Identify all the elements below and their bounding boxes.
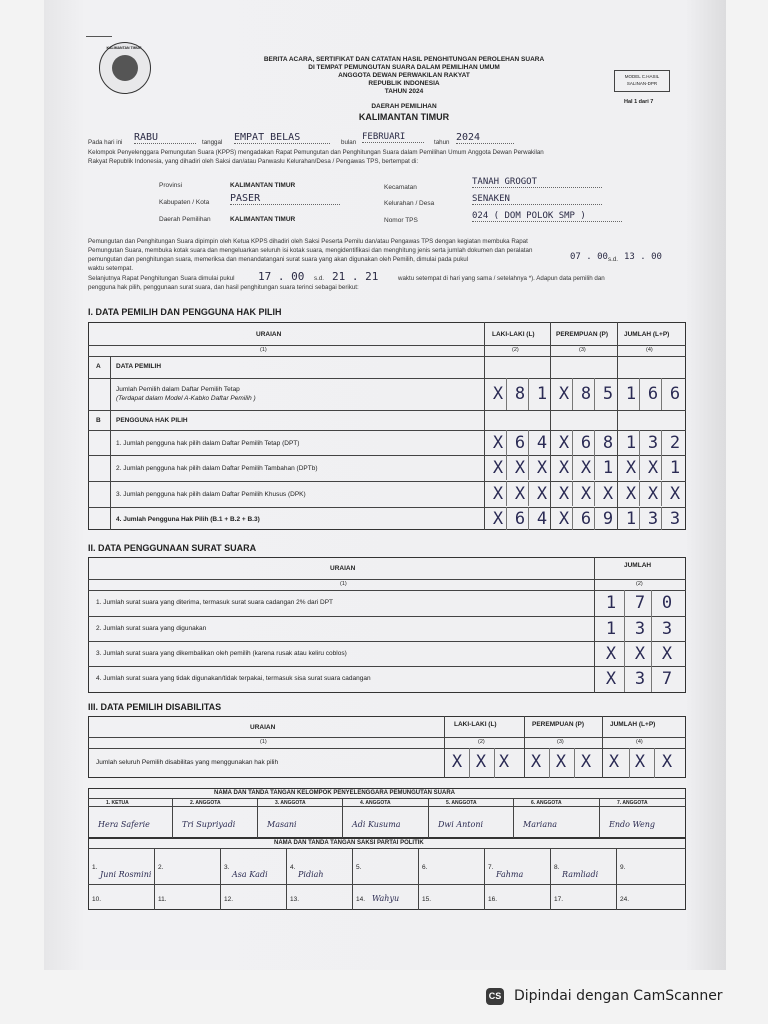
digit-divider (651, 616, 652, 642)
saksi-number-9: 9. (620, 864, 626, 871)
s2-row-1-text: 1. Jumlah surat suara yang diterima, termasuk surat suara cadangan 2% dari DPT (96, 599, 334, 606)
saksi-number-1: 1. (92, 864, 98, 871)
model-box: MODEL C.HASIL SALINAN-DPR (614, 70, 670, 92)
tanggal-value: EMPAT BELAS (234, 132, 330, 144)
s1-num-3: (3) (579, 347, 586, 353)
tahun-label: tahun (434, 139, 450, 146)
kpps-signature-3: Masani (267, 820, 297, 829)
kpps-signature-6: Mariana (523, 820, 558, 829)
s1-row-b3-text: 3. Jumlah pengguna hak pilih dalam Daftar Pemilih Khusus (DPK) (116, 491, 306, 498)
body-paragraph-1: Pemungutan dan Penghitungan Suara dipimpin oleh Ketua KPPS dihadiri oleh Saksi Peserta Pemilu dan/atau Pengawas TPS dengan kegiatan membuka Rapat (88, 238, 528, 245)
s1-b4-digit-6: 9 (602, 509, 614, 529)
s1-a-digit-4: X (558, 384, 570, 404)
s1-b2-digit-5: X (580, 458, 592, 478)
s1-b3-digit-6: X (602, 484, 614, 504)
daerah-pemilihan-value: KALIMANTAN TIMUR (230, 216, 296, 223)
time-start-1: 07 . 00 (570, 252, 608, 262)
s1-b1-digit-6: 8 (602, 433, 614, 453)
s1-b3-digit-4: X (558, 484, 570, 504)
header-line-2: DI TEMPAT PEMUNGUTAN SUARA DALAM PEMILIHAN UMUM (308, 64, 500, 71)
saksi-number-2: 2. (158, 864, 164, 871)
saksi-signature-4: Pidiah (298, 870, 324, 879)
kpps-signature-5: Dwi Antoni (438, 820, 484, 829)
kpps-role-5: 5. ANGGOTA (446, 800, 477, 806)
saksi-number-11: 11. (158, 896, 167, 903)
s2-row1-digit-3: 0 (661, 593, 673, 613)
saksi-number-6: 6. (422, 864, 428, 871)
kpps-cell-divider (599, 798, 600, 838)
body-paragraph-3: pemungutan dan penghitungan suara, memeriksa dan menandatangani surat suara yang akan digunakan oleh Pemilih, dimulai pada pukul (88, 256, 469, 263)
kpps-signature-1: Hera Saferie (98, 820, 150, 829)
saksi-number-4: 4. (290, 864, 296, 871)
s1-b1-digit-9: 2 (669, 433, 681, 453)
saksi-number-3: 3. (224, 864, 230, 871)
kabupaten-label: Kabupaten / Kota (159, 199, 210, 206)
section-1-title: I. DATA PEMILIH DAN PENGGUNA HAK PILIH (88, 307, 282, 317)
saksi-number-13: 13. (290, 896, 300, 903)
header-line-5: TAHUN 2024 (384, 88, 424, 95)
s1-b2-digit-6: 1 (602, 458, 614, 478)
s2-row4-digit-1: X (605, 669, 617, 689)
saksi-cell-divider (220, 848, 221, 910)
s1-row-b2-text: 2. Jumlah pengguna hak pilih dalam Daftar Pemilih Tambahan (DPTb) (116, 465, 318, 472)
s1-row-b-title: PENGGUNA HAK PILIH (116, 417, 188, 424)
intro-paragraph-1: Kelompok Penyelenggara Pemungutan Suara (KPPS) mengadakan Rapat Pemungutan dan Penghitungan Suara dalam Pemilihan Umum Anggota Dewan Perwakilan (88, 149, 544, 156)
s3-digit-3: X (498, 752, 510, 772)
s1-b4-digit-5: 6 (580, 509, 592, 529)
corner-mark (86, 36, 112, 37)
s2-row4-digit-3: 7 (661, 669, 673, 689)
s3-digit-9: X (661, 752, 673, 772)
digit-divider (629, 748, 630, 778)
s1-b3-digit-9: X (669, 484, 681, 504)
s1-b4-digit-7: 1 (625, 509, 637, 529)
kpps-role-2: 2. ANGGOTA (190, 800, 221, 806)
s1-b4-digit-8: 3 (647, 509, 659, 529)
s1-row-a-letter: A (96, 363, 101, 370)
header-line-4: REPUBLIK INDONESIA (368, 80, 440, 87)
s2-num-2: (2) (636, 581, 643, 587)
kpps-role-1: 1. KETUA (106, 800, 129, 806)
s1-b1-digit-7: 1 (625, 433, 637, 453)
s3-digit-4: X (530, 752, 542, 772)
saksi-signature-1: Juni Rosmini (100, 870, 152, 879)
kpu-logo-emblem (112, 55, 138, 81)
saksi-signature-7: Fahma (496, 870, 524, 879)
section-3-table (88, 716, 686, 778)
s2-row3-digit-3: X (661, 644, 673, 664)
kabupaten-value: PASER (230, 193, 340, 205)
saksi-cell-divider (484, 848, 485, 910)
s1-b3-digit-5: X (580, 484, 592, 504)
s1-a-digit-2: 8 (514, 384, 526, 404)
saksi-signature-3: Asa Kadi (232, 870, 268, 879)
s1-num-4: (4) (646, 347, 653, 353)
header-line-3: ANGGOTA DEWAN PERWAKILAN RAKYAT (338, 72, 470, 79)
saksi-number-8: 8. (554, 864, 560, 871)
saksi-signature-14: Wahyu (372, 894, 400, 903)
kpps-role-3: 3. ANGGOTA (275, 800, 306, 806)
s1-b1-digit-5: 6 (580, 433, 592, 453)
sd-1: s.d. (608, 256, 618, 263)
provinsi-label: Provinsi (159, 182, 183, 189)
digit-divider (624, 590, 625, 616)
daerah-label: DAERAH PEMILIHAN (371, 103, 437, 110)
s1-b4-digit-3: 4 (536, 509, 548, 529)
kecamatan-value: TANAH GROGOT (472, 177, 602, 188)
s3-col-uraian: URAIAN (250, 724, 276, 731)
s1-b4-digit-1: X (492, 509, 504, 529)
s1-col-laki: LAKI-LAKI (L) (492, 331, 535, 338)
time-end-2: 21 . 21 (332, 270, 379, 283)
s3-num-4: (4) (636, 739, 643, 745)
body-paragraph-7: pengguna hak pilih, penggunaan surat suara, dan hasil penghitungan suara terinci sebagai berikut: (88, 284, 359, 291)
digit-divider (624, 666, 625, 692)
s2-row2-digit-1: 1 (605, 619, 617, 639)
saksi-number-10: 10. (92, 896, 102, 903)
s3-num-2: (2) (478, 739, 485, 745)
s1-row-a-title: DATA PEMILIH (116, 363, 162, 370)
s3-col-perempuan: PEREMPUAN (P) (532, 721, 585, 728)
s1-a-digit-5: 8 (580, 384, 592, 404)
s1-a-digit-7: 1 (625, 384, 637, 404)
s1-num-2: (2) (512, 347, 519, 353)
s2-num-1: (1) (340, 581, 347, 587)
s1-col-perempuan: PEREMPUAN (P) (556, 331, 609, 338)
saksi-number-7: 7. (488, 864, 494, 871)
s1-a-digit-8: 6 (647, 384, 659, 404)
s1-b4-digit-9: 3 (669, 509, 681, 529)
body-paragraph-6: waktu setempat di hari yang sama / setelahnya *). Adapun data pemilih dan (398, 275, 605, 282)
s1-b3-digit-7: X (625, 484, 637, 504)
time-start-2: 17 . 00 (258, 270, 305, 283)
intro-paragraph-2: Rakyat Republik Indonesia, yang dihadiri oleh Saksi dan/atau Panwaslu Kelurahan/Desa / Pengawas TPS, bertempat di: (88, 158, 419, 165)
saksi-cell-divider (616, 848, 617, 910)
s2-row3-digit-1: X (605, 644, 617, 664)
s1-col-jumlah: JUMLAH (L+P) (624, 331, 670, 338)
saksi-number-17: 17. (554, 896, 564, 903)
kelurahan-label: Kelurahan / Desa (384, 200, 435, 207)
s2-row4-digit-2: 3 (634, 669, 646, 689)
saksi-title: NAMA DAN TANDA TANGAN SAKSI PARTAI POLITIK (274, 840, 424, 846)
s3-num-3: (3) (557, 739, 564, 745)
saksi-cell-divider (550, 848, 551, 910)
s1-b1-digit-1: X (492, 433, 504, 453)
s2-col-jumlah: JUMLAH (624, 562, 652, 569)
saksi-number-18: 24. (620, 896, 630, 903)
s2-row3-digit-2: X (634, 644, 646, 664)
camscanner-text: Dipindai dengan CamScanner (514, 988, 723, 1004)
time-end-1: 13 . 00 (624, 252, 662, 262)
s1-b1-digit-4: X (558, 433, 570, 453)
kpps-cell-divider (342, 798, 343, 838)
saksi-number-12: 12. (224, 896, 234, 903)
s1-b2-digit-2: X (514, 458, 526, 478)
hari-label: Pada hari ini (88, 139, 123, 146)
digit-divider (654, 748, 655, 778)
s2-col-uraian: URAIAN (330, 565, 356, 572)
s1-row-b-letter: B (96, 417, 101, 424)
kpps-role-6: 6. ANGGOTA (531, 800, 562, 806)
s1-b3-digit-3: X (536, 484, 548, 504)
saksi-cell-divider (418, 848, 419, 910)
digit-divider (549, 748, 550, 778)
saksi-number-16: 16. (488, 896, 498, 903)
s1-row-a-note: (Terdapat dalam Model A-Kabko Daftar Pemilih ) (116, 395, 256, 402)
kpps-signature-4: Adi Kusuma (352, 820, 401, 829)
saksi-number-5: 5. (356, 864, 362, 871)
kpps-signature-7: Endo Weng (609, 820, 656, 829)
bulan-value: FEBRUARI (362, 132, 424, 143)
tahun-value: 2024 (456, 132, 514, 144)
s1-b1-digit-8: 3 (647, 433, 659, 453)
body-paragraph-4: waktu setempat. (88, 265, 134, 272)
daerah-value: KALIMANTAN TIMUR (358, 112, 450, 122)
s1-b1-digit-2: 6 (514, 433, 526, 453)
s1-b4-digit-4: X (558, 509, 570, 529)
s1-a-digit-1: X (492, 384, 504, 404)
s2-row1-digit-2: 7 (634, 593, 646, 613)
s1-b2-digit-1: X (492, 458, 504, 478)
s1-b2-digit-9: 1 (669, 458, 681, 478)
s1-b3-digit-2: X (514, 484, 526, 504)
s3-digit-1: X (451, 752, 463, 772)
s1-b2-digit-4: X (558, 458, 570, 478)
s3-row-text: Jumlah seluruh Pemilih disabilitas yang menggunakan hak pilih (96, 759, 279, 766)
s3-col-jumlah: JUMLAH (L+P) (610, 721, 656, 728)
section-2-title: II. DATA PENGGUNAAN SURAT SUARA (88, 543, 257, 553)
kpps-role-4: 4. ANGGOTA (360, 800, 391, 806)
header-line-1: BERITA ACARA, SERTIFIKAT DAN CATATAN HASIL PENGHITUNGAN PEROLEHAN SUARA (263, 56, 545, 63)
s1-row-b1-text: 1. Jumlah pengguna hak pilih dalam Daftar Pemilih Tetap (DPT) (116, 440, 300, 447)
sd-2: s.d. (314, 275, 324, 282)
s2-row1-digit-1: 1 (605, 593, 617, 613)
camscanner-logo: CS (486, 988, 504, 1005)
kpps-title: NAMA DAN TANDA TANGAN KELOMPOK PENYELENGGARA PEMUNGUTAN SUARA (214, 790, 455, 796)
s1-row-a-text: Jumlah Pemilih dalam Daftar Pemilih Tetap (116, 386, 240, 393)
saksi-cell-divider (154, 848, 155, 910)
s1-b3-digit-8: X (647, 484, 659, 504)
tps-label: Nomor TPS (384, 217, 418, 224)
camscanner-watermark (478, 982, 748, 1010)
digit-divider (469, 748, 470, 778)
s1-a-digit-9: 6 (669, 384, 681, 404)
s1-a-digit-3: 1 (536, 384, 548, 404)
s2-row2-digit-2: 3 (634, 619, 646, 639)
saksi-cell-divider (352, 848, 353, 910)
s2-row2-digit-3: 3 (661, 619, 673, 639)
kpps-cell-divider (172, 798, 173, 838)
s1-b2-digit-3: X (536, 458, 548, 478)
saksi-cell-divider (286, 848, 287, 910)
digit-divider (574, 748, 575, 778)
s3-digit-2: X (475, 752, 487, 772)
s1-b4-digit-2: 6 (514, 509, 526, 529)
saksi-number-15: 15. (422, 896, 432, 903)
s3-col-laki: LAKI-LAKI (L) (454, 721, 497, 728)
kelurahan-value: SENAKEN (472, 194, 602, 205)
saksi-signature-8: Ramliadi (562, 870, 599, 879)
body-paragraph-2: Pemungutan Suara, membuka kotak suara dan mengeluarkan seluruh isi kotak suara, mengidentifikasi dan menghitung jenis serta jumlah dokumen dan peralatan (88, 247, 533, 254)
kpps-role-7: 7. ANGGOTA (617, 800, 648, 806)
daerah-pemilihan-label: Daerah Pemilihan (159, 216, 211, 223)
body-paragraph-5: Selanjutnya Rapat Penghitungan Suara dimulai pukul (88, 275, 235, 282)
kpps-signature-2: Tri Supriyadi (182, 820, 236, 829)
provinsi-value: KALIMANTAN TIMUR (230, 182, 296, 189)
digit-divider (624, 641, 625, 667)
s3-digit-6: X (580, 752, 592, 772)
s3-digit-8: X (634, 752, 646, 772)
s1-a-digit-6: 5 (602, 384, 614, 404)
s1-col-uraian: URAIAN (256, 331, 282, 338)
s3-digit-7: X (608, 752, 620, 772)
s3-digit-5: X (555, 752, 567, 772)
s2-row-4-text: 4. Jumlah surat suara yang tidak digunakan/tidak terpakai, termasuk sisa surat suara cadangan (96, 675, 371, 682)
s2-row-2-text: 2. Jumlah surat suara yang digunakan (96, 625, 207, 632)
s1-num-1: (1) (260, 347, 267, 353)
s1-b2-digit-8: X (647, 458, 659, 478)
page-info: Hal 1 dari 7 (624, 99, 654, 105)
document-page (44, 0, 726, 970)
section-1-table (88, 322, 686, 530)
kpps-cell-divider (257, 798, 258, 838)
s1-b1-digit-3: 4 (536, 433, 548, 453)
saksi-number-14: 14. (356, 896, 366, 903)
bulan-label: bulan (341, 139, 357, 146)
hari-value: RABU (134, 132, 196, 144)
digit-divider (624, 616, 625, 642)
digit-divider (651, 641, 652, 667)
kpps-cell-divider (428, 798, 429, 838)
tanggal-label: tanggal (202, 139, 223, 146)
s1-row-b4-text: 4. Jumlah Pengguna Hak Pilih (B.1 + B.2 + B.3) (116, 516, 260, 523)
tps-value: 024 ( DOM POLOK SMP ) (472, 211, 622, 222)
digit-divider (651, 666, 652, 692)
s1-b2-digit-7: X (625, 458, 637, 478)
digit-divider (651, 590, 652, 616)
logo-caption: KALIMANTAN TIMUR (106, 46, 142, 50)
kpps-cell-divider (513, 798, 514, 838)
section-3-title: III. DATA PEMILIH DISABILITAS (88, 702, 222, 712)
s1-b3-digit-1: X (492, 484, 504, 504)
s2-row-3-text: 3. Jumlah surat suara yang dikembalikan oleh pemilih (karena rusak atau keliru coblos) (96, 650, 347, 657)
s3-num-1: (1) (260, 739, 267, 745)
kecamatan-label: Kecamatan (384, 184, 417, 191)
